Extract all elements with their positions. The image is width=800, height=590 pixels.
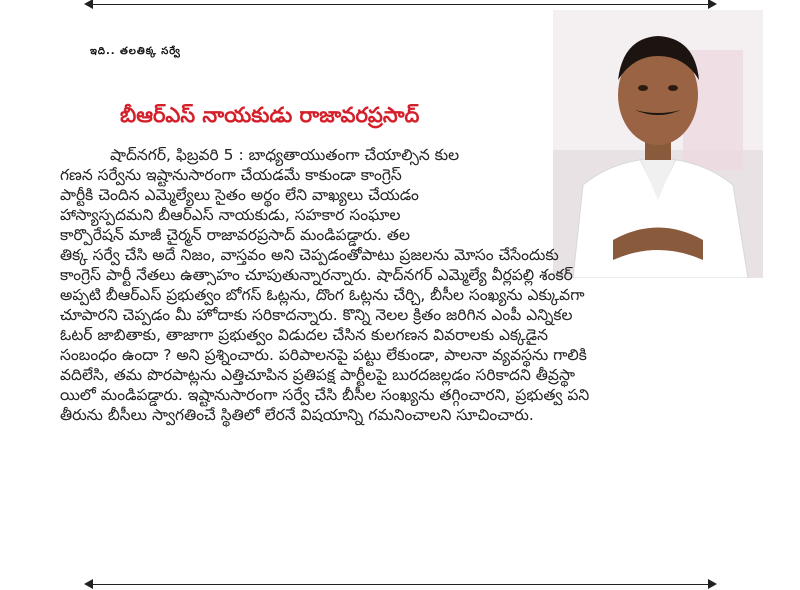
body-line: గణన సర్వేను ఇష్టానుసారంగా చేయడమే కాకుండా కాంగ్రెస్ bbox=[60, 166, 402, 184]
article-headline: ఇది.. తలతిక్క సర్వే bbox=[90, 46, 181, 57]
body-line: వదిలేసి, తమ పొరపాట్లను ఎత్తిచూపిన ప్రతిపక్ష పార్టీలపై బురదజల్లడం సరికాదని తీవ్రస్థా bbox=[60, 366, 575, 384]
article-subhead: బీఆర్ఎస్ నాయకుడు రాజావరప్రసాద్ bbox=[120, 103, 420, 127]
body-line: పార్టీకి చెందిన ఎమ్మెల్యేలు సైతం అర్థం లేని వాఖ్యలు చేయడం bbox=[60, 186, 419, 204]
bottom-border-rule bbox=[92, 584, 708, 585]
body-line: షాద్‌నగర్, ఫిబ్రవరి 5 : బాధ్యతాయుతంగా చేయాల్సిన కుల bbox=[110, 146, 460, 164]
top-right-arrow-icon bbox=[708, 0, 717, 9]
body-line: అప్పటి బీఆర్ఎస్ ప్రభుత్వం బోగస్ ఓట్లను, దొంగ ఓట్లను చేర్చి, బీసీల సంఖ్యను ఎక్కువగా bbox=[60, 286, 585, 304]
body-line: సంబంధం ఉందా ? అని ప్రశ్నించారు. పరిపాలనపై పట్టు లేకుండా, పాలనా వ్యవస్థను గాలికి bbox=[60, 346, 587, 364]
body-line: చూపారని చెప్పడం మీ హోదాకు సరికాదన్నారు. కొన్ని నెలల క్రితం జరిగిన ఎంపీ ఎన్నికల bbox=[60, 306, 573, 324]
body-line: ఓటర్ జాబితాకు, తాజాగా ప్రభుత్వం విడుదల చేసిన కులగణన వివరాలకు ఎక్కడైన bbox=[60, 326, 548, 344]
body-line: హాస్యాస్పదమని బీఆర్ఎస్ నాయకుడు, సహకార సంఘాల bbox=[60, 206, 401, 224]
portrait-photo bbox=[553, 10, 763, 278]
body-line: కాంగ్రెస్ పార్టీ నేతలు ఉత్సాహం చూపుతున్నారన్నారు. షాద్‌నగర్ ఎమ్మెల్యే వీర్లపల్లి శంకర్ bbox=[60, 266, 573, 284]
body-line: తీరును బీసీలు స్వాగతించే స్థితిలో లేరనే విషయాన్ని గమనించాలని సూచించారు. bbox=[60, 406, 534, 424]
body-line: యిలో మండిపడ్డారు. ఇష్టానుసారంగా సర్వే చేసి బీసీల సంఖ్యను తగ్గించారని, ప్రభుత్వ పని bbox=[60, 386, 590, 404]
body-line: కార్పొరేషన్ మాజీ చైర్మన్ రాజావరప్రసాద్ మండిపడ్డారు. తల bbox=[60, 226, 410, 244]
bottom-left-arrow-icon bbox=[84, 579, 93, 589]
bottom-right-arrow-icon bbox=[708, 579, 717, 589]
body-line: తిక్క సర్వే చేసి అదే నిజం, వాస్తవం అని చెప్పడంతోపాటు ప్రజలను మోసం చేసేందుకు bbox=[60, 246, 559, 264]
top-left-arrow-icon bbox=[84, 0, 93, 9]
top-border-rule bbox=[92, 4, 708, 5]
portrait-illustration bbox=[553, 10, 763, 278]
